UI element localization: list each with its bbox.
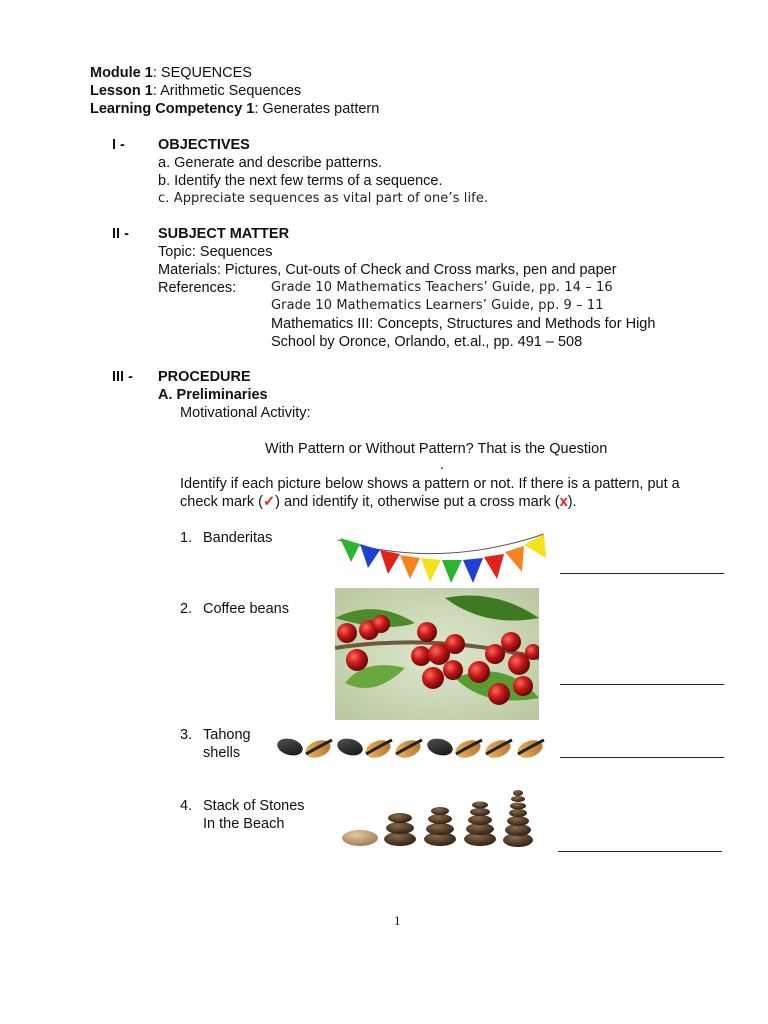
item-label: Coffee beans: [203, 601, 289, 617]
objective-item: a. Generate and describe patterns.: [158, 155, 383, 171]
shell-open: [303, 737, 333, 761]
module-line: [90, 64, 252, 82]
stone-stack-5: [503, 790, 533, 847]
flag-green: [442, 560, 462, 583]
procedure-title: PROCEDURE: [158, 369, 251, 385]
motivational-label: Motivational Activity:: [180, 405, 311, 421]
item-number: 1.: [180, 530, 193, 546]
instruction-line-2: [180, 493, 577, 511]
lesson-value: : Arithmetic Sequences: [152, 83, 302, 99]
module-label: Module 1: [90, 65, 153, 81]
answer-line[interactable]: [560, 757, 724, 758]
procedure-numeral: III -: [112, 369, 133, 385]
materials-line: Materials: Pictures, Cut-outs of Check and Cross marks, pen and paper: [158, 262, 617, 278]
stray-dot: .: [440, 457, 445, 473]
item-label: Tahong: [203, 727, 251, 743]
item-label: Stack of Stones: [203, 798, 305, 814]
shell-open: [453, 737, 483, 761]
flag-blue: [463, 558, 483, 583]
objectives-numeral: I -: [112, 137, 125, 153]
flag-red: [380, 550, 400, 574]
lesson-line: [90, 82, 301, 100]
shell-open: [483, 737, 513, 761]
instruction-line-1: Identify if each picture below shows a pattern or not. If there is a pattern, put a: [180, 476, 680, 492]
answer-line[interactable]: [558, 851, 722, 852]
reference-item: Grade 10 Mathematics Teachers’ Guide, pp. 14 – 16: [271, 280, 613, 295]
answer-line[interactable]: [560, 684, 724, 685]
flag-orange: [505, 546, 524, 572]
banderitas-image: [338, 530, 550, 588]
flag-green: [340, 538, 360, 562]
stone-stack-2: [384, 813, 416, 846]
reference-item: Grade 10 Mathematics Learners’ Guide, pp. 9 – 11: [271, 298, 604, 313]
item-number: 3.: [180, 727, 193, 743]
lesson-label: Lesson 1: [90, 83, 153, 99]
stone-stack-1: [342, 830, 378, 846]
item-label: Banderitas: [203, 530, 273, 546]
subject-numeral: II -: [112, 226, 129, 242]
preliminaries-heading: A. Preliminaries: [158, 387, 268, 403]
shell-closed: [335, 736, 364, 758]
instruction-post: ).: [567, 494, 577, 510]
subject-title: SUBJECT MATTER: [158, 226, 290, 242]
flag-blue: [360, 544, 380, 568]
item-number: 2.: [180, 601, 193, 617]
competency-label: Learning Competency 1: [90, 101, 255, 117]
page-number: 1: [394, 913, 401, 928]
shell-closed: [425, 736, 454, 758]
competency-value: : Generates pattern: [254, 101, 380, 117]
stone-stack-3: [424, 807, 456, 846]
reference-item: Mathematics III: Concepts, Structures and Methods for High: [271, 316, 656, 332]
item-label-2: shells: [203, 745, 241, 761]
objective-item: b. Identify the next few terms of a sequence.: [158, 173, 443, 189]
activity-title: With Pattern or Without Pattern? That is the Question: [265, 441, 608, 457]
flag-yellow: [524, 534, 546, 558]
item-label-2: In the Beach: [203, 816, 285, 832]
stone-stacks-image: [340, 786, 540, 848]
stone-stack-4: [464, 802, 496, 847]
shell-closed: [276, 736, 305, 758]
shell-open: [393, 737, 423, 761]
instruction-pre: check mark (: [180, 494, 263, 510]
instruction-mid: ) and identify it, otherwise put a cross mark (: [275, 494, 560, 510]
competency-line: [90, 100, 379, 118]
references-label: References:: [158, 280, 237, 296]
shell-open: [363, 737, 393, 761]
shell-open: [515, 737, 545, 761]
tahong-shells-image: [276, 732, 552, 762]
answer-line[interactable]: [560, 573, 724, 574]
flag-orange: [400, 555, 420, 579]
topic-line: Topic: Sequences: [158, 244, 273, 260]
flag-red: [484, 554, 504, 579]
objective-item: c. Appreciate sequences as vital part of one’s life.: [158, 191, 489, 206]
module-value: : SEQUENCES: [152, 65, 252, 81]
check-mark-icon: ✓: [263, 494, 276, 510]
cross-mark-icon: x: [559, 494, 568, 510]
item-number: 4.: [180, 798, 193, 814]
flag-yellow: [421, 558, 441, 582]
objectives-title: OBJECTIVES: [158, 137, 250, 153]
coffee-beans-image: [335, 588, 539, 720]
reference-item: School by Oronce, Orlando, et.al., pp. 491 – 508: [271, 334, 583, 350]
